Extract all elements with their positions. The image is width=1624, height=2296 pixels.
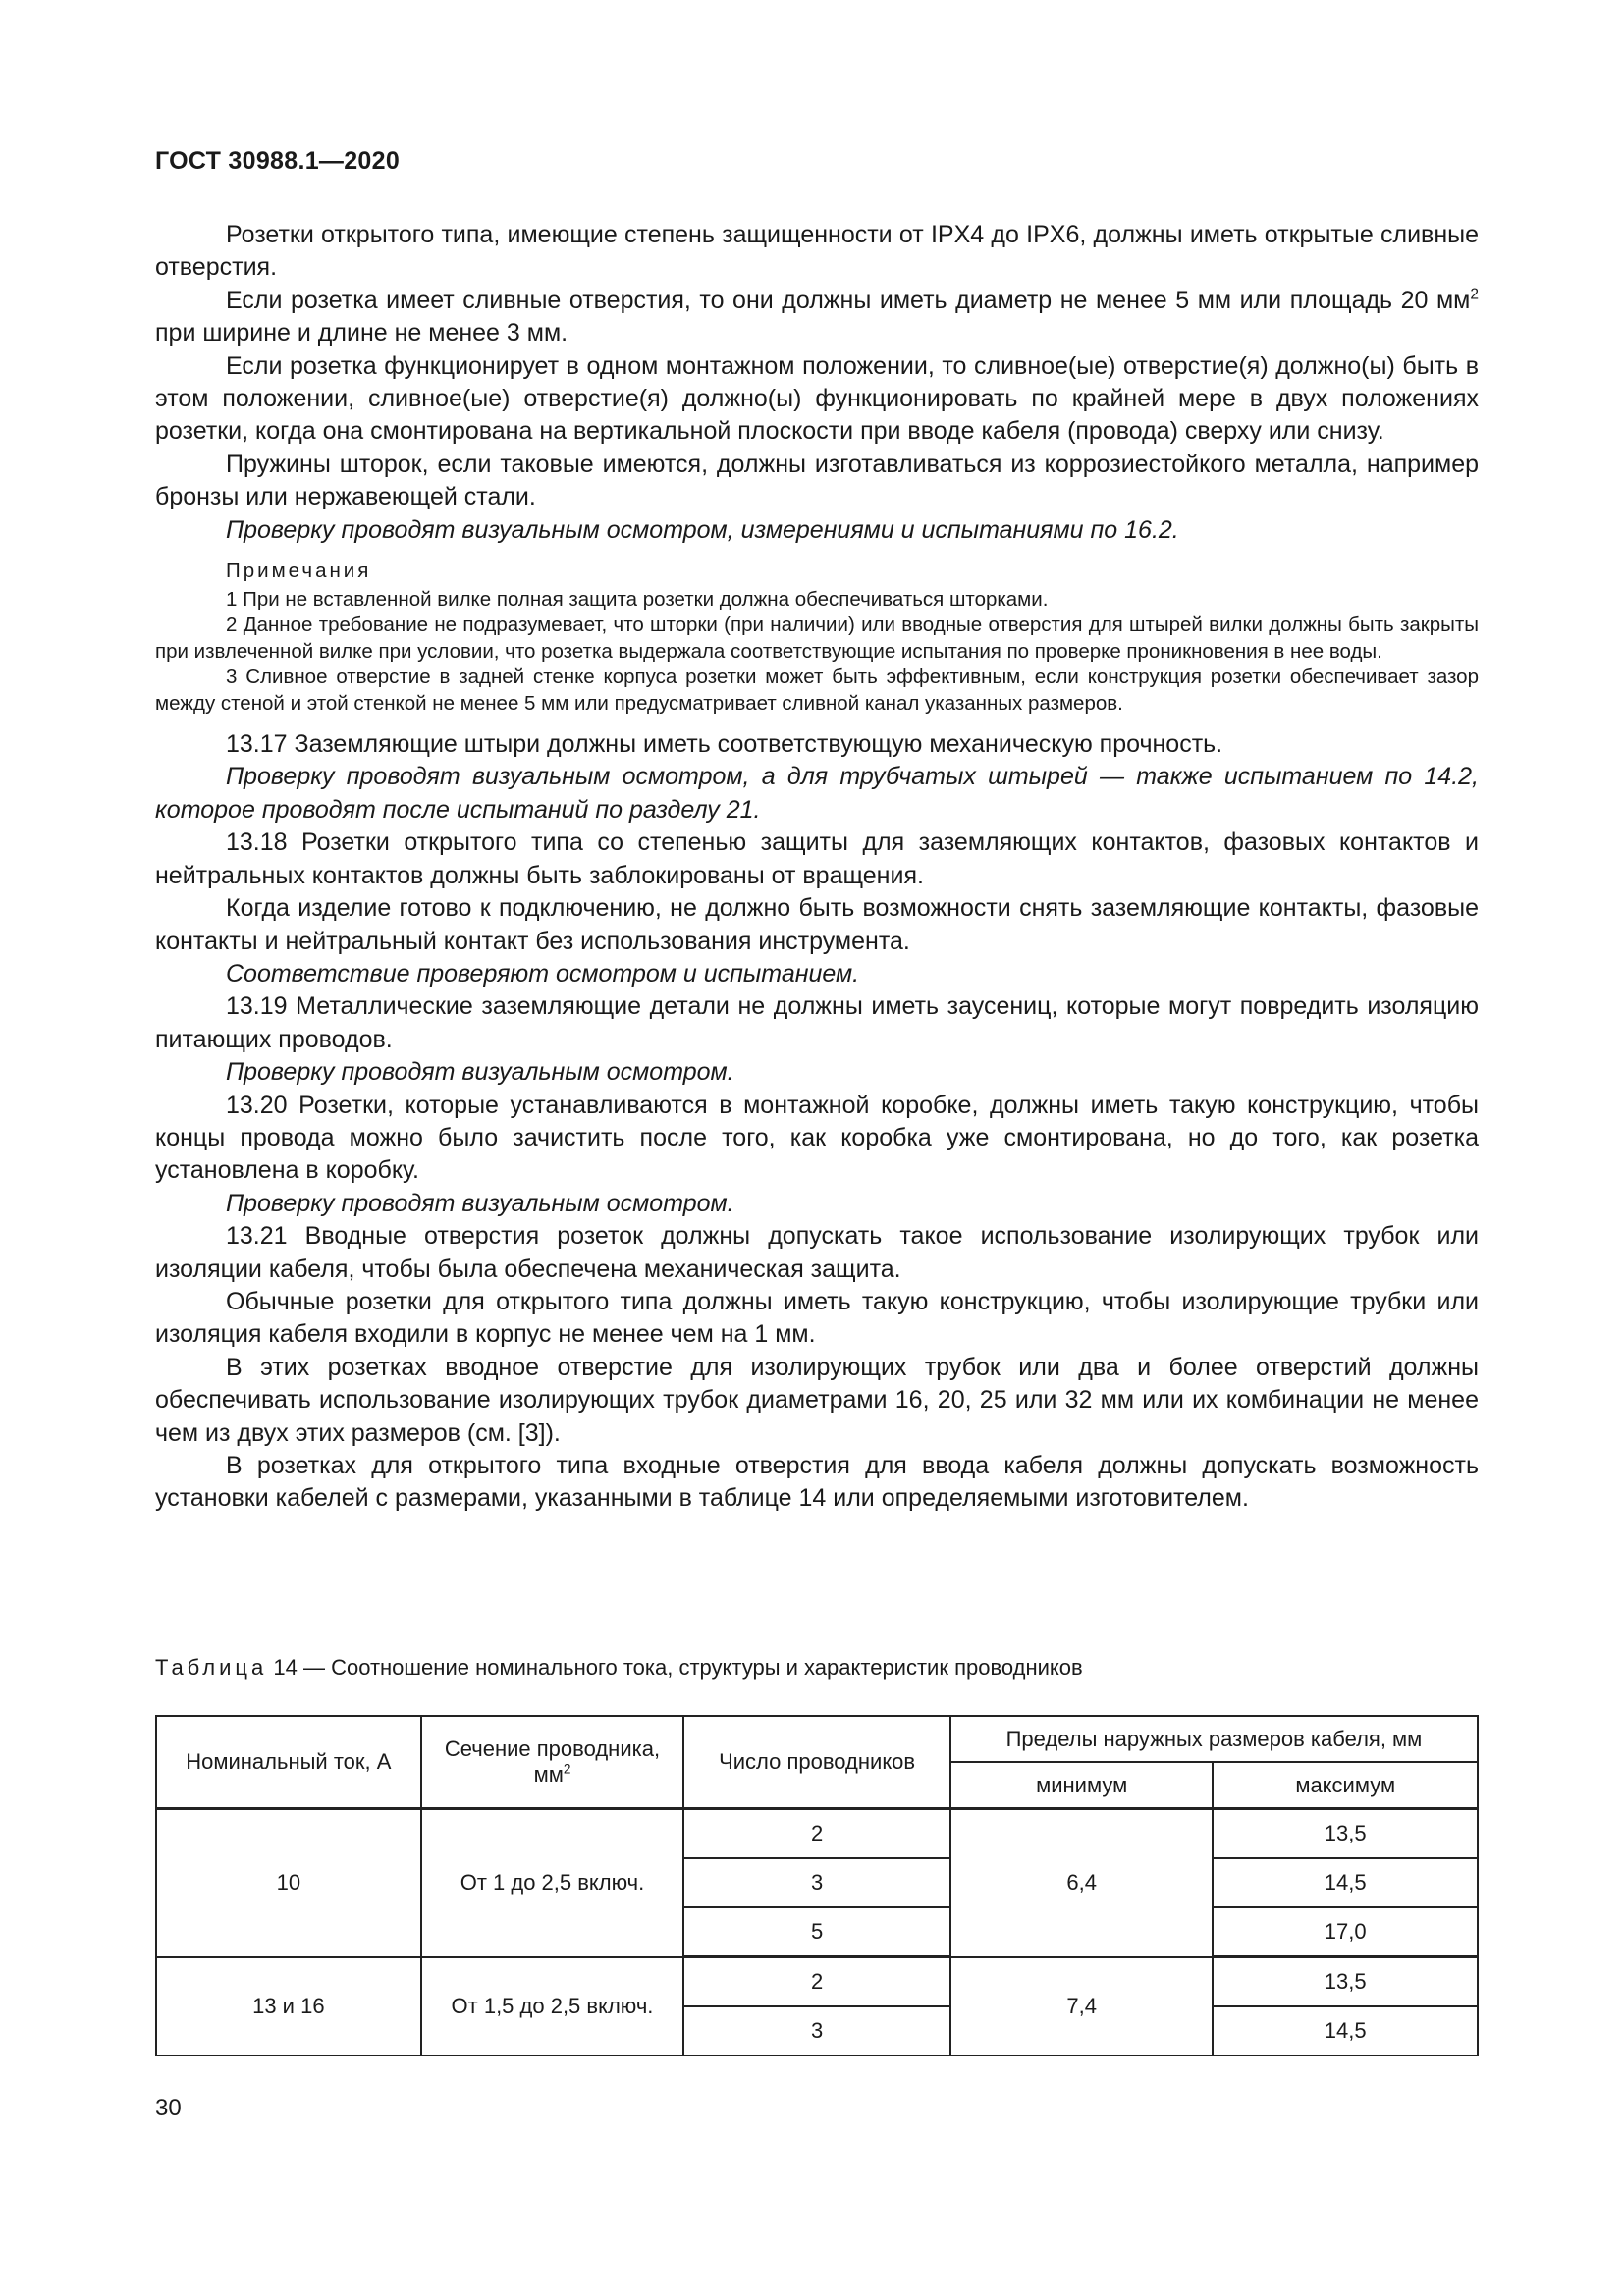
note-2: 2 Данное требование не подразумевает, что шторки (при наличии) или вводные отверстия для штырей вилки должны быть закрыты при извлеченной вилке при условии, что розетка выдержала соответствующие испытания по проверке проникновения в нее воды. bbox=[155, 614, 1479, 663]
cell-min: 6,4 bbox=[950, 1809, 1214, 1957]
cell-conductors: 3 bbox=[683, 2006, 950, 2056]
header-section: Сечение проводника, $мм^2$ bbox=[421, 1716, 684, 1809]
cell-min: 7,4 bbox=[950, 1957, 1214, 2056]
page-body bbox=[155, 219, 1479, 1516]
paragraph-drain-size: Если розетка имеет сливные отверстия, то они должны иметь диаметр не менее 5 мм или площадь 20 $мм^2$ при ширине и длине не менее 3 мм. bbox=[155, 286, 1479, 347]
cell-max: 14,5 bbox=[1213, 2006, 1478, 2056]
cell-conductors: 3 bbox=[683, 1858, 950, 1907]
header-max: максимум bbox=[1213, 1762, 1478, 1809]
cell-section: От 1 до 2,5 включ. bbox=[421, 1809, 684, 1957]
section-13-20-check: Проверку проводят визуальным осмотром. bbox=[226, 1189, 734, 1217]
cell-current: 10 bbox=[156, 1809, 421, 1957]
page-number: 30 bbox=[155, 2095, 182, 2121]
section-13-20: 13.20 Розетки, которые устанавливаются в монтажной коробке, должны иметь такую конструкцию, чтобы концы провода можно было зачистить после того, как коробка уже смонтирована, но до того, как розетка установлена в коробку. bbox=[155, 1091, 1479, 1185]
section-13-19-check: Проверку проводят визуальным осмотром. bbox=[226, 1058, 734, 1087]
table-row bbox=[156, 1957, 1478, 2007]
note-3: 3 Сливное отверстие в задней стенке корпуса розетки может быть эффективным, если конструкция розетки обеспечивает зазор между стеной и этой стенкой не менее 5 мм или предусматривает сливной канал указанных размеров. bbox=[155, 666, 1479, 715]
cell-max: 14,5 bbox=[1213, 1858, 1478, 1907]
cell-conductors: 5 bbox=[683, 1907, 950, 1957]
paragraph-drain-holes: Розетки открытого типа, имеющие степень защищенности от IPX4 до IPX6, должны иметь открытые сливные отверстия. bbox=[155, 221, 1479, 282]
cell-current: 13 и 16 bbox=[156, 1957, 421, 2056]
paragraph-mounting-position: Если розетка функционирует в одном монтажном положении, то сливное(ые) отверстие(я) должно(ы) быть в этом положении, сливное(ые) отверстие(я) должно(ы) функционировать по крайней мере в двух положениях розетки, когда она смонтирована на вертикальной плоскости при вводе кабеля (провода) сверху или снизу. bbox=[155, 351, 1479, 446]
section-13-18-contacts: Когда изделие готово к подключению, не должно быть возможности снять заземляющие контакты, фазовые контакты и нейтральный контакт без использования инструмента. bbox=[155, 894, 1479, 955]
document-header: ГОСТ 30988.1—2020 bbox=[155, 147, 401, 175]
section-13-17-check: Проверку проводят визуальным осмотром, а для трубчатых штырей — также испытанием по 14.2, которое проводят после испытаний по разделу 21. bbox=[155, 763, 1479, 824]
header-conductors: Число проводников bbox=[683, 1716, 950, 1809]
section-13-21-cables: В розетках для открытого типа входные отверстия для ввода кабеля должны допускать возможность установки кабелей с размерами, указанными в таблице 14 или определяемыми изготовителем. bbox=[155, 1452, 1479, 1513]
paragraph-shutter-springs: Пружины шторок, если таковые имеются, должны изготавливаться из коррозиестойкого металла, например бронзы или нержавеющей стали. bbox=[155, 450, 1479, 511]
note-1: 1 При не вставленной вилке полная защита розетки должна обеспечиваться шторками. bbox=[226, 587, 1049, 611]
cell-max: 13,5 bbox=[1213, 1957, 1478, 2007]
section-13-21: 13.21 Вводные отверстия розеток должны допускать такое использование изолирующих трубок или изоляции кабеля, чтобы была обеспечена механическая защита. bbox=[155, 1222, 1479, 1283]
notes-block bbox=[155, 559, 1479, 717]
section-13-18: 13.18 Розетки открытого типа со степенью защиты для заземляющих контактов, фазовых контактов и нейтральных контактов должны быть заблокированы от вращения. bbox=[155, 828, 1479, 889]
header-current: Номинальный ток, А bbox=[156, 1716, 421, 1809]
cell-conductors: 2 bbox=[683, 1957, 950, 2007]
cell-conductors: 2 bbox=[683, 1809, 950, 1859]
table-caption: Таблица 14 — Соотношение номинального тока, структуры и характеристик проводников bbox=[155, 1655, 1083, 1680]
table-14 bbox=[155, 1715, 1479, 2056]
header-limits: Пределы наружных размеров кабеля, мм bbox=[950, 1716, 1478, 1762]
notes-title: Примечания bbox=[226, 560, 372, 583]
header-min: минимум bbox=[950, 1762, 1214, 1809]
paragraph-check-method: Проверку проводят визуальным осмотром, измерениями и испытаниями по 16.2. bbox=[226, 515, 1179, 544]
section-13-17: 13.17 Заземляющие штыри должны иметь соответствующую механическую прочность. bbox=[226, 730, 1223, 759]
section-13-21-diameters: В этих розетках вводное отверстие для изолирующих трубок или два и более отверстий должны обеспечивать использование изолирующих трубок диаметрами 16, 20, 25 или 32 мм или их комбинации не менее чем из двух этих размеров (см. [3]). bbox=[155, 1353, 1479, 1447]
cell-max: 17,0 bbox=[1213, 1907, 1478, 1957]
section-13-18-check: Соответствие проверяют осмотром и испытанием. bbox=[226, 959, 860, 988]
table-row bbox=[156, 1809, 1478, 1859]
section-13-21-tubes: Обычные розетки для открытого типа должны иметь такую конструкцию, чтобы изолирующие трубки или изоляция кабеля входили в корпус не менее чем на 1 мм. bbox=[155, 1287, 1479, 1349]
cell-section: От 1,5 до 2,5 включ. bbox=[421, 1957, 684, 2056]
cell-max: 13,5 bbox=[1213, 1809, 1478, 1859]
section-13-19: 13.19 Металлические заземляющие детали не должны иметь заусениц, которые могут повредить изоляцию питающих проводов. bbox=[155, 992, 1479, 1053]
